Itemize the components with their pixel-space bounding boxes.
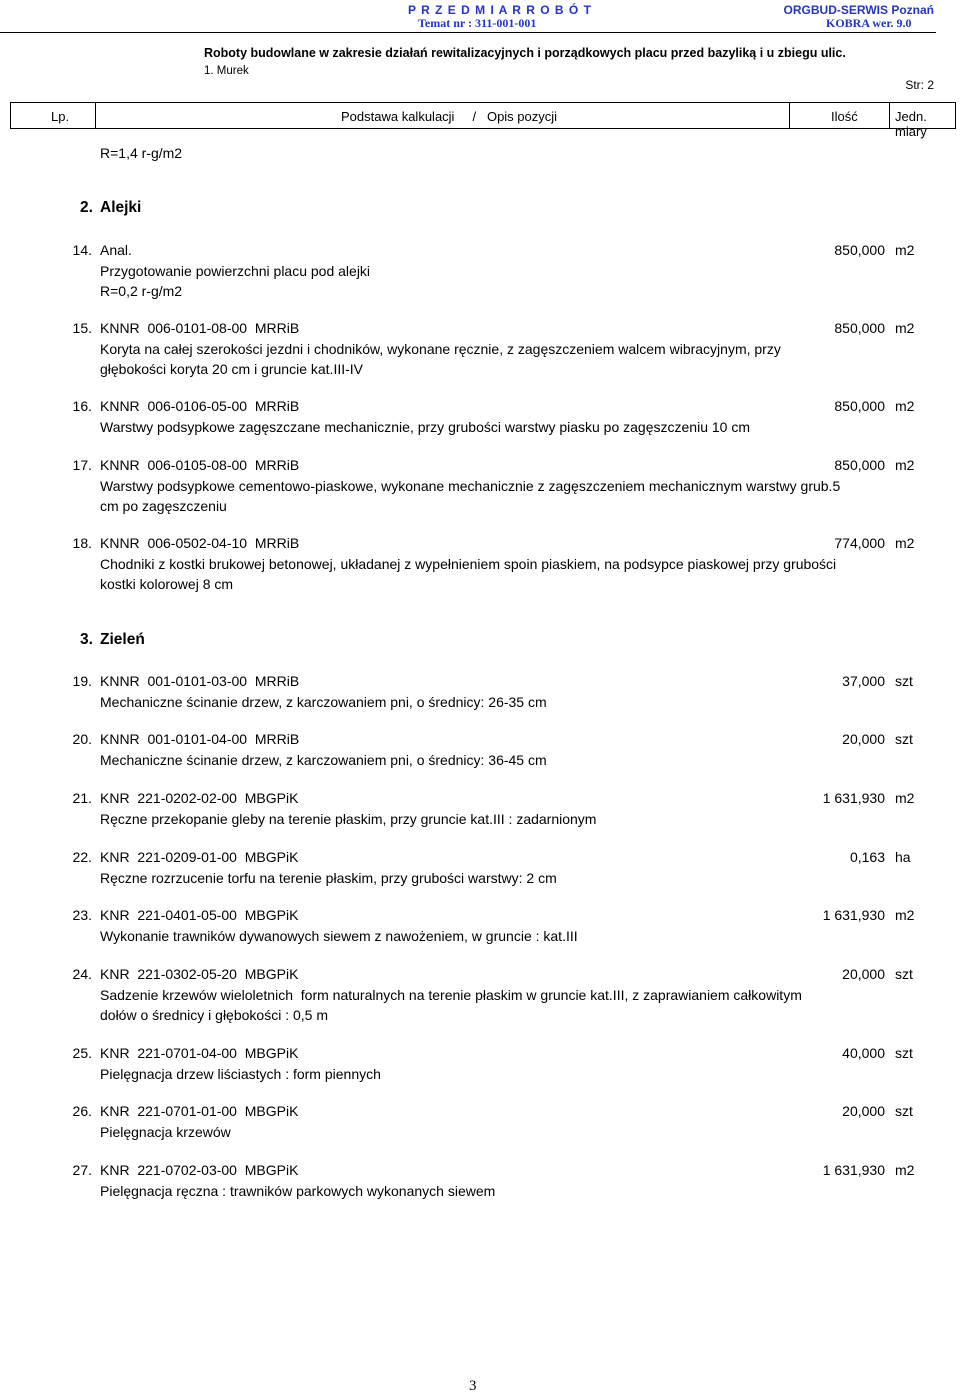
item-quantity: 850,000 [834, 457, 885, 473]
footer-page-number: 3 [469, 1378, 477, 1394]
item-description-line: Sadzenie krzewów wieloletnich form naturalnych na terenie płaskim w gruncie kat.III, z zaprawianiem całkowitym [100, 986, 802, 1003]
item-unit: szt [895, 731, 913, 747]
item-code: KNNR 001-0101-03-00 MRRiB [100, 673, 300, 689]
item-quantity: 20,000 [842, 731, 885, 747]
item-code: Anal. [100, 242, 132, 258]
item-description-line: dołów o średnicy i głębokości : 0,5 m [100, 1007, 328, 1023]
item-lp: 25. [72, 1045, 92, 1061]
column-header-lp: Lp. [51, 109, 70, 124]
item-unit: m2 [895, 398, 915, 414]
item-quantity: 850,000 [834, 398, 885, 414]
item-unit: szt [895, 1103, 913, 1119]
column-header-row [10, 102, 956, 139]
item-description-line: cm po zagęszczeniu [100, 498, 227, 514]
item-description-line: Chodniki z kostki brukowej betonowej, układanej z wypełnieniem spoin piaskiem, na podsypce piaskowej przy grubości [100, 555, 837, 572]
page-header [0, 0, 960, 34]
item-code: KNNR 006-0101-08-00 MRRiB [100, 320, 300, 336]
item-lp: 21. [72, 790, 92, 806]
item-description-line: Koryta na całej szerokości jezdni i chodników, wykonane ręcznie, z zagęszczeniem walcem wibracyjnym, przy [100, 340, 781, 357]
item-code: KNR 221-0209-01-00 MBGPiK [100, 849, 299, 865]
item-lp: 20. [72, 731, 92, 747]
page-label: Str: 2 [905, 78, 934, 92]
column-header-unit: Jedn. miary [895, 109, 927, 139]
item-lp: 15. [72, 320, 92, 336]
item-description-line: Mechaniczne ścinanie drzew, z karczowaniem pni, o średnicy: 36-45 cm [100, 751, 547, 768]
column-divider [889, 103, 890, 128]
item-unit: ha [895, 849, 911, 865]
item-code: KNR 221-0202-02-00 MBGPiK [100, 790, 299, 806]
item-unit: m2 [895, 535, 915, 551]
item-code: KNR 221-0701-01-00 MBGPiK [100, 1103, 299, 1119]
item-quantity: 1 631,930 [822, 907, 885, 923]
item-lp: 27. [72, 1162, 92, 1178]
item-quantity: 37,000 [842, 673, 885, 689]
item-quantity: 40,000 [842, 1045, 885, 1061]
item-quantity: 0,163 [849, 849, 885, 865]
item-code: KNR 221-0701-04-00 MBGPiK [100, 1045, 299, 1061]
item-description-line: Ręczne przekopanie gleby na terenie płaskim, przy gruncie kat.III : zadarnionym [100, 810, 597, 827]
item-lp: 16. [72, 398, 92, 414]
item-quantity: 1 631,930 [822, 1162, 885, 1178]
item-description-line: Przygotowanie powierzchni placu pod alejki [100, 262, 371, 279]
item-description-line: głębokości koryta 20 cm i gruncie kat.III-IV [100, 361, 363, 377]
column-divider [789, 103, 790, 128]
item-description-line: Warstwy podsypkowe cementowo-piaskowe, wykonane mechanicznie z zagęszczeniem mechanicznym warstwy grub.5 [100, 477, 841, 494]
item-unit: m2 [895, 907, 915, 923]
software-version: KOBRA wer. 9.0 [826, 16, 912, 30]
section-number: 2. [80, 199, 93, 216]
item-code: KNNR 006-0106-05-00 MRRiB [100, 398, 300, 414]
item-code: KNNR 006-0502-04-10 MRRiB [100, 535, 300, 551]
item-unit: m2 [895, 242, 915, 258]
company-name: ORGBUD-SERWIS Poznań [783, 3, 934, 17]
item-quantity: 850,000 [834, 320, 885, 336]
item-description-line: Mechaniczne ścinanie drzew, z karczowaniem pni, o średnicy: 26-35 cm [100, 693, 547, 710]
item-lp: 26. [72, 1103, 92, 1119]
item-code: KNR 221-0702-03-00 MBGPiK [100, 1162, 299, 1178]
item-description-line: Pielęgnacja ręczna : trawników parkowych wykonanych siewem [100, 1182, 496, 1199]
item-description-line: Warstwy podsypkowe zagęszczane mechanicznie, przy grubości warstwy piasku po zagęszczeniu 10 cm [100, 418, 750, 435]
document-subtitle: 1. Murek [204, 65, 249, 77]
item-lp: 24. [72, 966, 92, 982]
item-unit: szt [895, 966, 913, 982]
item-unit: m2 [895, 790, 915, 806]
item-description-line: Ręczne rozrzucenie torfu na terenie płaskim, przy grubości warstwy: 2 cm [100, 869, 557, 886]
item-description-line: Wykonanie trawników dywanowych siewem z nawożeniem, w gruncie : kat.III [100, 927, 578, 944]
document-title: Roboty budowlane w zakresie działań rewitalizacyjnych i porządkowych placu przed bazyliką i u zbiegu ulic. [204, 46, 846, 60]
item-lp: 17. [72, 457, 92, 473]
item-lp: 19. [72, 673, 92, 689]
item-unit: m2 [895, 457, 915, 473]
item-description-line: R=0,2 r-g/m2 [100, 283, 183, 299]
item-quantity: 20,000 [842, 966, 885, 982]
column-header-quantity: Ilość [831, 109, 858, 124]
item-code: KNNR 001-0101-04-00 MRRiB [100, 731, 300, 747]
item-description-line: kostki kolorowej 8 cm [100, 576, 234, 592]
column-header-description: Podstawa kalkulacji / Opis pozycji [341, 109, 558, 124]
item-lp: 23. [72, 907, 92, 923]
header-divider [0, 32, 936, 33]
item-unit: m2 [895, 1162, 915, 1178]
item-unit: szt [895, 1045, 913, 1061]
item-quantity: 850,000 [834, 242, 885, 258]
item-code: KNR 221-0302-05-20 MBGPiK [100, 966, 299, 982]
carryover-note: R=1,4 r-g/m2 [100, 145, 183, 161]
item-description-line: Pielęgnacja krzewów [100, 1123, 231, 1140]
item-quantity: 20,000 [842, 1103, 885, 1119]
section-name: Alejki [100, 199, 142, 216]
section-number: 3. [80, 631, 93, 648]
item-unit: szt [895, 673, 913, 689]
item-unit: m2 [895, 320, 915, 336]
item-quantity: 774,000 [834, 535, 885, 551]
item-code: KNR 221-0401-05-00 MBGPiK [100, 907, 299, 923]
item-lp: 14. [72, 242, 92, 258]
item-code: KNNR 006-0105-08-00 MRRiB [100, 457, 300, 473]
section-name: Zieleń [100, 631, 145, 648]
item-description-line: Pielęgnacja drzew liściastych : form piennych [100, 1065, 381, 1082]
item-lp: 18. [72, 535, 92, 551]
column-divider [95, 103, 96, 128]
topic-number: Temat nr : 311-001-001 [418, 16, 537, 30]
item-quantity: 1 631,930 [822, 790, 885, 806]
document-type-title: P R Z E D M I A R R O B Ó T [408, 3, 592, 17]
item-lp: 22. [72, 849, 92, 865]
